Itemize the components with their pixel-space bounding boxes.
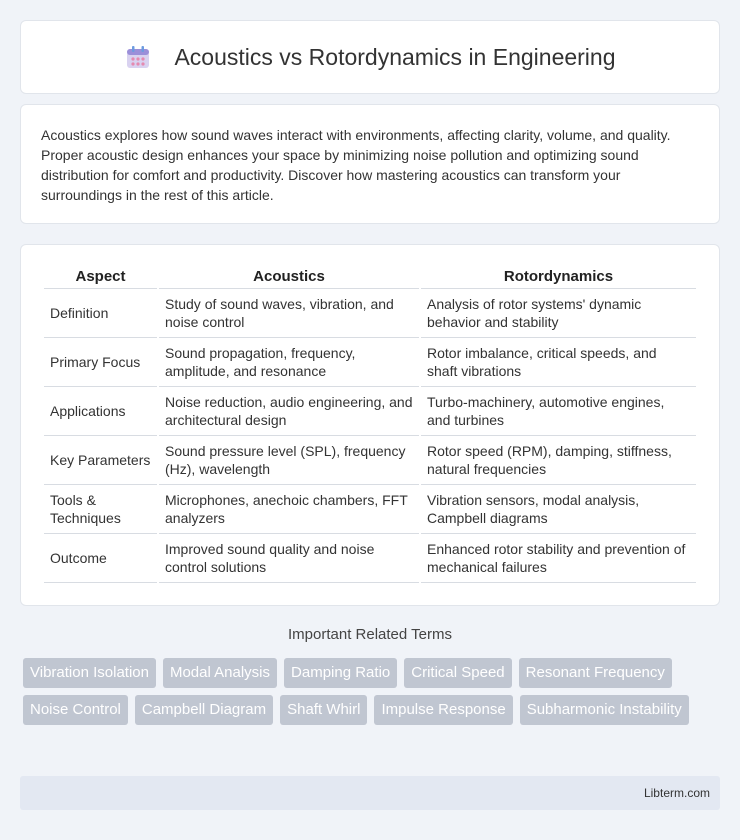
cell-rotordynamics: Turbo-machinery, automotive engines, and turbines [421, 387, 696, 436]
cell-acoustics: Sound propagation, frequency, amplitude, and resonance [159, 338, 419, 387]
title-card [20, 20, 720, 94]
header-aspect: Aspect [44, 267, 157, 289]
footer-site-link[interactable]: Libterm.com [643, 786, 710, 800]
term-tag[interactable]: Subharmonic Instability [520, 695, 689, 725]
page-title: Acoustics vs Rotordynamics in Engineering [174, 43, 616, 70]
calendar-icon [124, 43, 152, 71]
cell-aspect: Key Parameters [44, 436, 157, 485]
term-tag[interactable]: Critical Speed [404, 658, 511, 688]
table-header-row [44, 267, 696, 289]
cell-aspect: Applications [44, 387, 157, 436]
term-tag[interactable]: Shaft Whirl [280, 695, 367, 725]
cell-rotordynamics: Enhanced rotor stability and prevention of mechanical failures [421, 534, 696, 583]
cell-rotordynamics: Rotor imbalance, critical speeds, and shaft vibrations [421, 338, 696, 387]
cell-rotordynamics: Analysis of rotor systems' dynamic behavior and stability [421, 289, 696, 338]
table-row [44, 485, 696, 534]
related-terms-list [23, 658, 723, 732]
cell-aspect: Primary Focus [44, 338, 157, 387]
term-tag[interactable]: Damping Ratio [284, 658, 397, 688]
footer [20, 776, 720, 810]
cell-rotordynamics: Rotor speed (RPM), damping, stiffness, natural frequencies [421, 436, 696, 485]
comparison-table [42, 267, 698, 583]
cell-acoustics: Improved sound quality and noise control solutions [159, 534, 419, 583]
cell-aspect: Outcome [44, 534, 157, 583]
header-rotordynamics: Rotordynamics [421, 267, 696, 289]
related-terms-title: Important Related Terms [288, 626, 452, 643]
cell-acoustics: Sound pressure level (SPL), frequency (Hz), wavelength [159, 436, 419, 485]
term-tag[interactable]: Campbell Diagram [135, 695, 273, 725]
term-tag[interactable]: Vibration Isolation [23, 658, 156, 688]
cell-acoustics: Microphones, anechoic chambers, FFT analyzers [159, 485, 419, 534]
term-tag[interactable]: Modal Analysis [163, 658, 277, 688]
intro-text: Acoustics explores how sound waves interact with environments, affecting clarity, volume, and quality. Proper acoustic design enhances your space by minimizing noise pollution and optimizing sound distribution for comfort and productivity. Discover how mastering acoustics can transform your surroundings in the rest of this article. [41, 127, 671, 203]
term-tag[interactable]: Noise Control [23, 695, 128, 725]
cell-acoustics: Study of sound waves, vibration, and noise control [159, 289, 419, 338]
header-acoustics: Acoustics [159, 267, 419, 289]
table-row [44, 534, 696, 583]
term-tag[interactable]: Resonant Frequency [519, 658, 672, 688]
table-row [44, 436, 696, 485]
cell-aspect: Tools & Techniques [44, 485, 157, 534]
cell-acoustics: Noise reduction, audio engineering, and architectural design [159, 387, 419, 436]
term-tag[interactable]: Impulse Response [374, 695, 512, 725]
intro-card [20, 104, 720, 224]
table-row [44, 338, 696, 387]
table-row [44, 289, 696, 338]
comparison-table-card [20, 244, 720, 606]
table-row [44, 387, 696, 436]
cell-rotordynamics: Vibration sensors, modal analysis, Campbell diagrams [421, 485, 696, 534]
cell-aspect: Definition [44, 289, 157, 338]
